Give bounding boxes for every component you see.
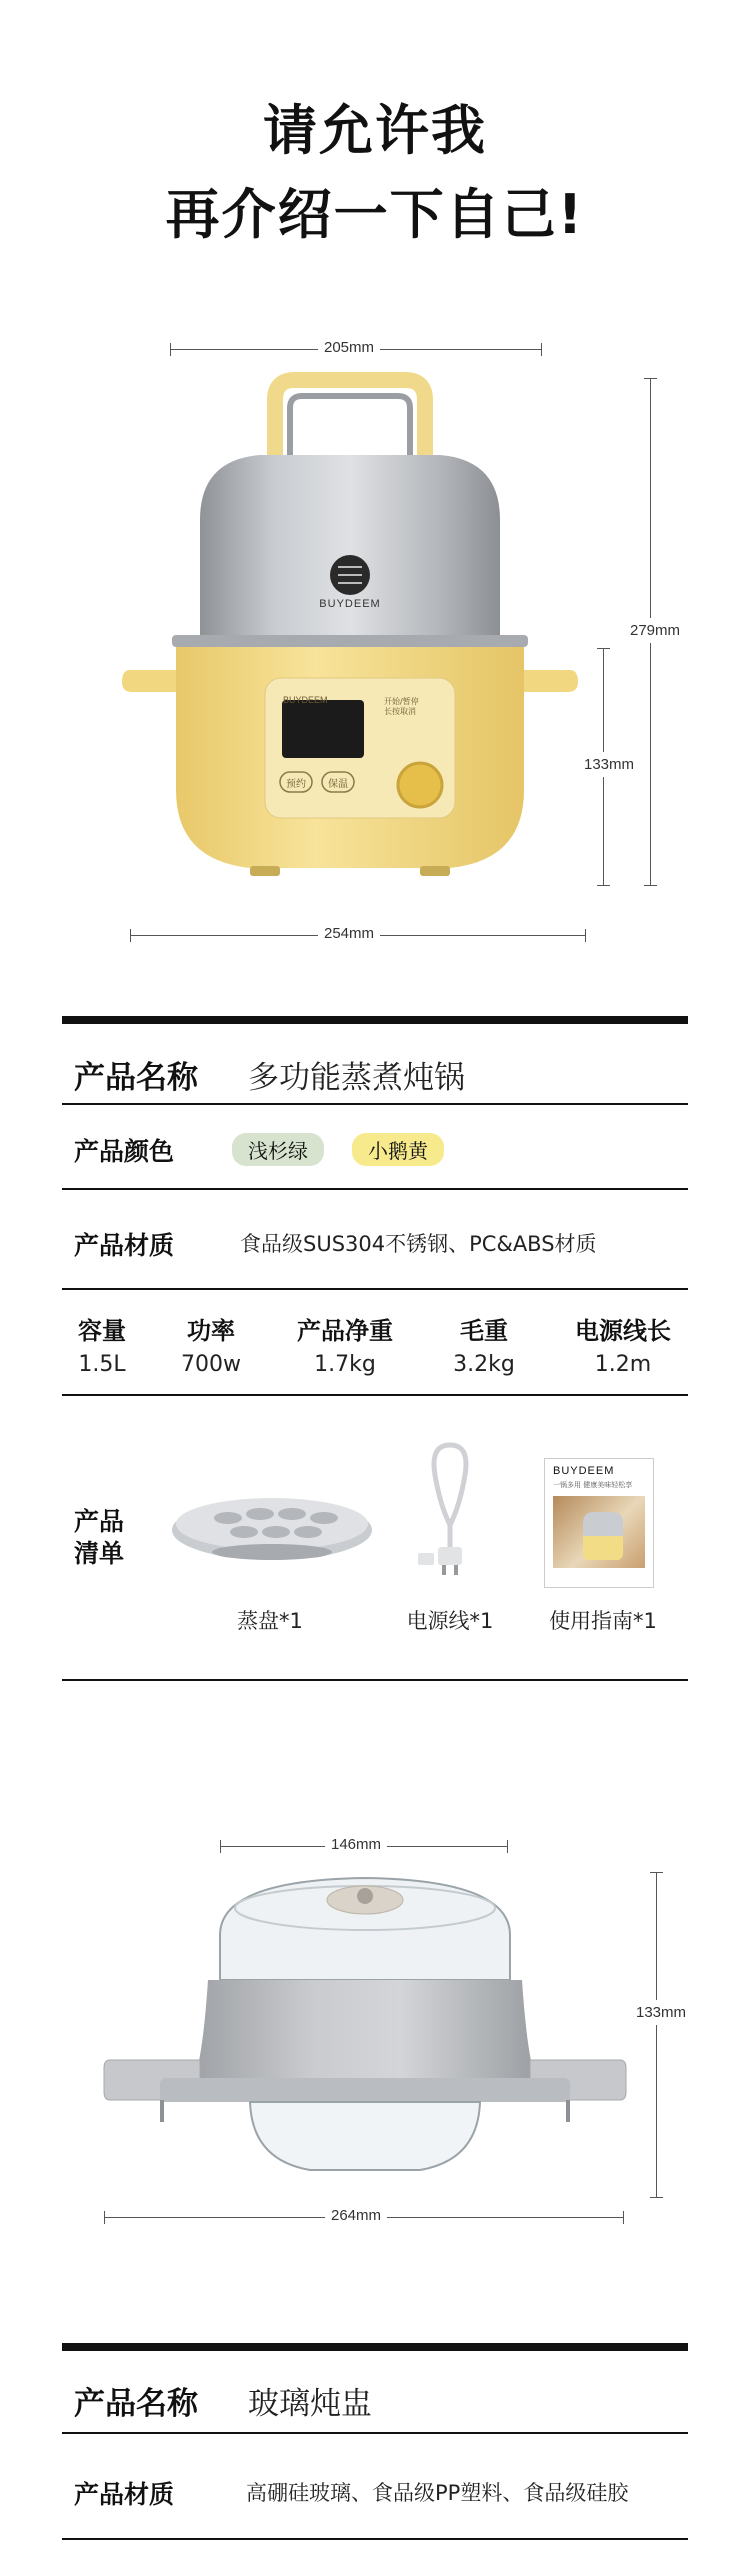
dimension-width-top: 205mm — [318, 339, 380, 356]
glass-pot-illustration — [100, 1860, 630, 2180]
table-top-rule — [62, 1016, 688, 1024]
list-label-line-2: 清单 — [74, 1539, 125, 1568]
manual-cooker-thumbnail — [583, 1512, 623, 1560]
steam-tray-image — [168, 1488, 376, 1568]
cooker-illustration — [110, 370, 590, 900]
headline-line-1: 请允许我 — [263, 99, 487, 162]
manual-image — [544, 1458, 654, 1588]
dimension-height-total — [628, 618, 681, 643]
product-name-value: 多功能蒸煮炖锅 — [248, 1060, 465, 1096]
table2-top-rule — [62, 2343, 688, 2351]
reserve-button-label: 预约 — [286, 779, 306, 790]
tick — [644, 378, 657, 379]
pot-dimension-height-text: 133mm — [636, 2004, 687, 2021]
headline-line-2: 再介绍一下自己! — [165, 183, 585, 246]
tick — [623, 2211, 624, 2224]
cooker-figure — [0, 0, 750, 1000]
divider — [62, 2538, 688, 2540]
spec-head: 容量 — [78, 1317, 126, 1345]
tick — [644, 885, 657, 886]
divider — [62, 1288, 688, 1290]
pot-dimension-line-height — [656, 1872, 657, 2198]
cooker-brand-logo-text: BUYDEEM — [319, 598, 381, 610]
spec-head: 电源线长 — [575, 1317, 671, 1345]
color-pill-green: 浅杉绿 — [232, 1133, 324, 1166]
spec-value: 1.5L — [78, 1352, 126, 1377]
product-material-value: 食品级SUS304不锈钢、PC&ABS材质 — [240, 1232, 597, 1256]
panel-label: 开始/暂停 长按取消 — [384, 697, 419, 716]
product2-name-value: 玻璃炖盅 — [248, 2386, 372, 2422]
dimension-height-body-text: 133mm — [584, 756, 635, 773]
tick — [170, 343, 171, 356]
list-item-steam-tray: 蒸盘*1 — [237, 1609, 303, 1633]
tick — [507, 1840, 508, 1853]
pot-dimension-height — [634, 2000, 687, 2025]
product-material-label: 产品材质 — [74, 1231, 175, 1260]
manual-brand: BUYDEEM — [553, 1465, 615, 1477]
tick — [597, 648, 610, 649]
divider — [62, 1188, 688, 1190]
pot-dimension-width-bottom: 264mm — [325, 2207, 387, 2224]
spec-value: 1.7kg — [314, 1352, 376, 1377]
manual-subtitle: 一锅多用 健康美味轻松享 — [553, 1481, 633, 1489]
divider — [62, 1679, 688, 1681]
tick — [104, 2211, 105, 2224]
spec-head: 功率 — [187, 1317, 235, 1345]
spec-head: 产品净重 — [297, 1317, 393, 1345]
divider — [62, 1103, 688, 1105]
spec-value: 1.2m — [594, 1352, 652, 1377]
tick — [585, 929, 586, 942]
divider — [62, 2432, 688, 2434]
product-color-label: 产品颜色 — [74, 1137, 175, 1166]
manual-photo — [553, 1496, 645, 1568]
pot-dimension-width-top: 146mm — [325, 1836, 387, 1853]
dimension-height-total-text: 279mm — [630, 622, 681, 639]
panel-brand: BUYDEEM — [283, 695, 328, 705]
product2-material-label: 产品材质 — [74, 2480, 175, 2509]
spec-value: 700w — [181, 1352, 241, 1377]
list-label-line-1: 产品 — [74, 1507, 125, 1536]
list-item-power-cord: 电源线*1 — [406, 1609, 494, 1633]
tick — [541, 343, 542, 356]
keep-warm-button-label: 保温 — [328, 779, 348, 790]
tick — [650, 2197, 663, 2198]
color-pill-yellow: 小鹅黄 — [352, 1133, 444, 1166]
product2-material-value: 高硼硅玻璃、食品级PP塑料、食品级硅胶 — [246, 2481, 629, 2505]
power-cord-image — [410, 1435, 490, 1585]
tick — [220, 1840, 221, 1853]
product-name-label: 产品名称 — [74, 1060, 198, 1096]
spec-table — [62, 1311, 688, 1377]
product2-name-label: 产品名称 — [74, 2386, 198, 2422]
spec-value: 3.2kg — [453, 1352, 515, 1377]
tick — [650, 1872, 663, 1873]
list-item-manual: 使用指南*1 — [549, 1609, 657, 1633]
dimension-width-bottom: 254mm — [318, 925, 380, 942]
divider — [62, 1394, 688, 1396]
tick — [130, 929, 131, 942]
spec-head: 毛重 — [460, 1317, 508, 1345]
tick — [597, 885, 610, 886]
